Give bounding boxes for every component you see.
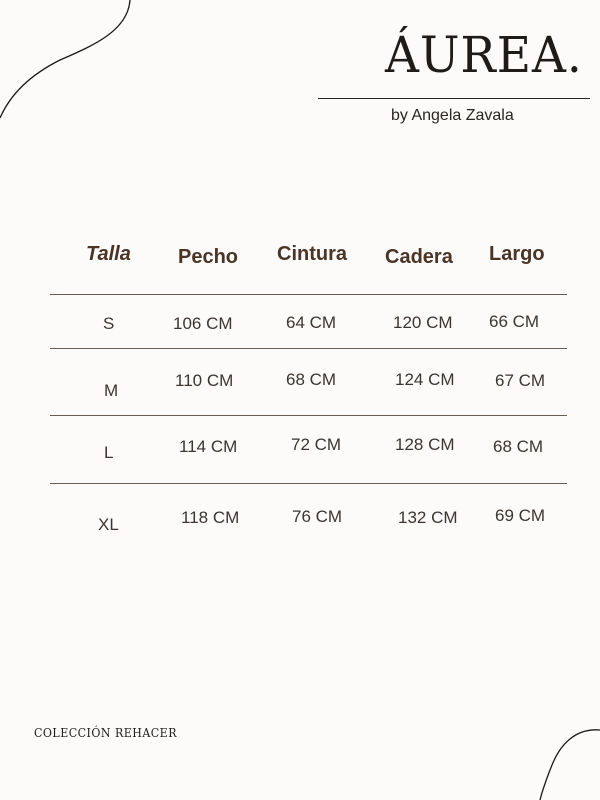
row-divider: [50, 348, 567, 349]
header-talla: Talla: [86, 243, 131, 265]
header-cintura: Cintura: [277, 243, 347, 265]
cell-cintura-s: 64 CM: [286, 313, 337, 332]
cell-largo-l: 68 CM: [493, 437, 544, 456]
cell-cadera-l: 128 CM: [395, 435, 455, 454]
cell-largo-s: 66 CM: [489, 312, 540, 331]
brand-divider: [318, 98, 590, 99]
cell-cintura-xl: 76 CM: [292, 507, 343, 526]
cell-largo-xl: 69 CM: [495, 506, 546, 525]
cell-pecho-m: 110 CM: [175, 371, 234, 390]
row-divider: [50, 415, 567, 416]
brand-logo: ÁUREA.: [385, 26, 583, 84]
brand-byline: by Angela Zavala: [391, 107, 514, 124]
cell-talla-l: L: [104, 443, 114, 462]
cell-pecho-s: 106 CM: [173, 314, 233, 333]
cell-pecho-xl: 118 CM: [181, 508, 240, 527]
cell-cintura-m: 68 CM: [286, 370, 337, 389]
cell-talla-m: M: [104, 381, 119, 400]
decorative-curve-bottom-right: [540, 730, 600, 800]
row-divider: [50, 294, 567, 295]
header-cadera: Cadera: [385, 246, 453, 268]
cell-cintura-l: 72 CM: [291, 435, 342, 454]
cell-talla-xl: XL: [98, 515, 119, 534]
header-pecho: Pecho: [178, 246, 239, 268]
cell-cadera-xl: 132 CM: [398, 508, 458, 527]
collection-name: COLECCIÓN REHACER: [34, 726, 177, 740]
cell-talla-s: S: [103, 314, 115, 333]
row-divider: [50, 483, 567, 484]
cell-largo-m: 67 CM: [495, 371, 546, 390]
cell-cadera-m: 124 CM: [395, 370, 455, 389]
cell-pecho-l: 114 CM: [179, 437, 238, 456]
cell-cadera-s: 120 CM: [393, 313, 453, 332]
header-largo: Largo: [489, 243, 545, 265]
